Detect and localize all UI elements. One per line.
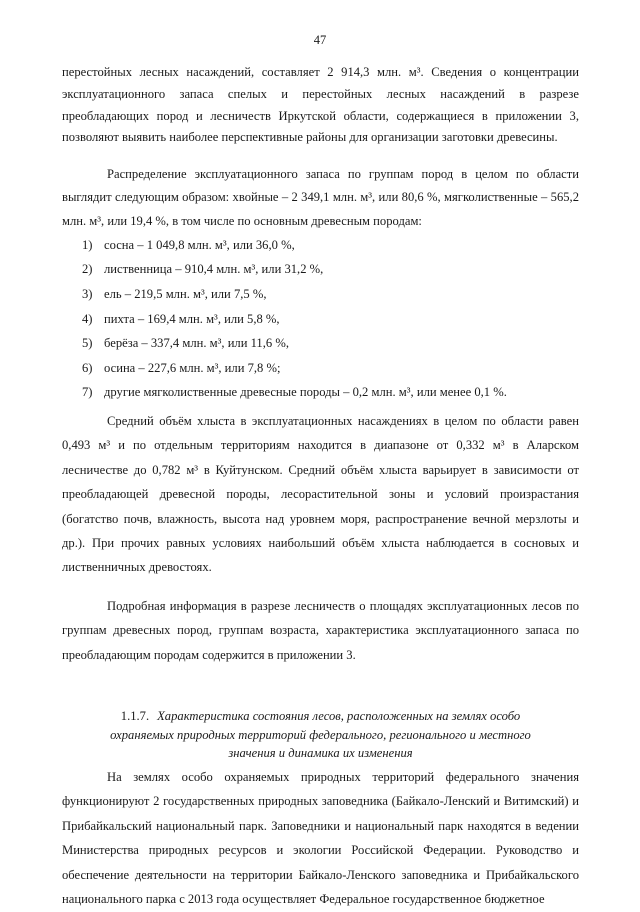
species-list: [62, 233, 579, 405]
document-body: [62, 62, 579, 912]
list-item: 7) другие мягколиственные древесные породы – 0,2 млн. м³, или менее 0,1 %.: [82, 385, 507, 400]
list-item: 1) сосна – 1 049,8 млн. м³, или 36,0 %,: [82, 237, 295, 252]
list-item: 5) берёза – 337,4 млн. м³, или 11,6 %,: [82, 336, 289, 351]
page-number: 47: [313, 33, 327, 47]
paragraph-4: Подробная информация в разрезе лесничеств о площадях эксплуатационных лесов по группам древесных пород, группам возраста, характеристика эксплуатационного запаса по преобладающим породам содержится в приложении 3.: [62, 598, 579, 662]
list-item: 3) ель – 219,5 млн. м³, или 7,5 %,: [82, 286, 267, 301]
paragraph-3: Средний объём хлыста в эксплуатационных насаждениях в целом по области равен 0,493 м³ и по отдельным территориям находится в диапазоне от 0,332 м³ в Аларском лесничестве до 0,782 м³ в Куйтунском. Средний объём хлыста варьирует в зависимости от преобладающей древесной породы, лесорастительной зоны и условий произрастания (богатство почв, влажность, высота над уровнем моря, распространение вечной мерзлоты и др.). При прочих равных условиях наибольший объём хлыста наблюдается в сосновых и лиственничных древостоях.: [62, 413, 579, 575]
paragraph-1: перестойных лесных насаждений, составляет 2 914,3 млн. м³. Сведения о концентрации эксплуатационного запаса спелых и перестойных лесных насаждений в разрезе преобладающих пород и лесничеств Иркутской области, содержащиеся в приложении 3, позволяют выявить наиболее перспективные районы для организации заготовки древесины.: [62, 65, 579, 145]
paragraph-2: Распределение эксплуатационного запаса по группам пород в целом по области выглядит следующим образом: хвойные – 2 349,1 млн. м³, или 80,6 %, мягколиственные – 565,2 млн. м³, или 19,4 %, в том числе по основным древесным породам:: [62, 167, 579, 228]
section-number: 1.1.7.: [120, 709, 150, 724]
section-title-line-1: Характеристика состояния лесов, расположенных на землях особо: [157, 709, 521, 724]
section-title-line-2: охраняемых природных территорий федерального, регионального и местного: [110, 727, 531, 742]
list-item: 6) осина – 227,6 млн. м³, или 7,8 %;: [82, 360, 281, 375]
section-heading: [62, 707, 579, 763]
list-item: 2) лиственница – 910,4 млн. м³, или 31,2 %,: [82, 262, 324, 277]
section-title-line-3: значения и динамика их изменения: [228, 746, 413, 761]
paragraph-5: На землях особо охраняемых природных территорий федерального значения функционируют 2 государственных природных заповедника (Байкало-Ленский и Витимский) и Прибайкальский национальный парк. Заповедники и национальный парк находятся в ведении Министерства природных ресурсов и экологии Российской Федерации. Руководство и обеспечение деятельности на территории Байкало-Ленского заповедника и Прибайкальского национального парка с 2013 года осуществляет Федеральное государственное бюджетное: [62, 769, 579, 907]
list-item: 4) пихта – 169,4 млн. м³, или 5,8 %,: [82, 311, 280, 326]
